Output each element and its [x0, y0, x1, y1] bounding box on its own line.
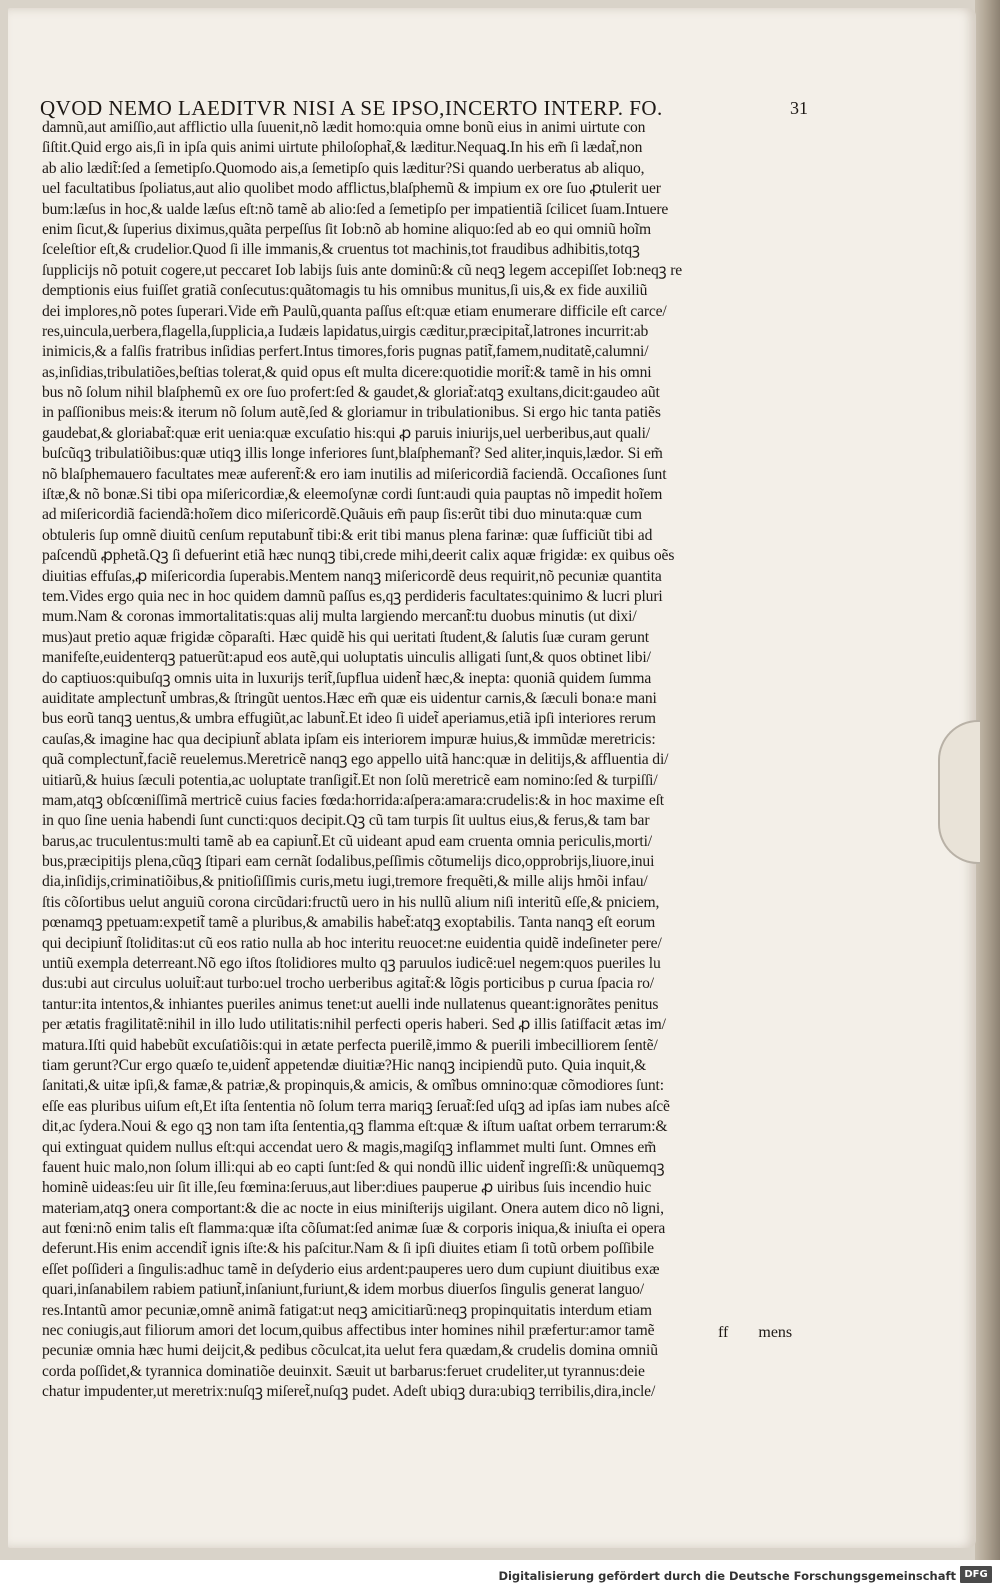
text-line: in paſſionibus meis:& iterum nõ ſolum autẽ,ſed & gloriamur in tribulationibus. Si ergo hic tanta patiẽs — [42, 404, 661, 422]
text-line: aut fœni:nõ enim talis eſt flamma:quæ iſta cõſumat:ſed animæ ſuæ & corporis iniqua,& iniuſta ei opera — [42, 1220, 666, 1238]
text-line: ad miſericordiã faciendã:hoĩem dico miſericordẽ.Quãuis em̃ paup ſis:erũt tibi duo minuta:quæ cum — [42, 506, 642, 524]
text-line: auiditate amplectunt̃ umbras,& ſtringũt uentos.Hæc em̃ quæ eis uidentur carnis,& ſæculi bona:e mani — [42, 689, 657, 707]
text-line: uitiarũ,& huius ſæculi potentia,ac uoluptate tranſigit̃.Et non ſolũ meretricẽ eam nomino:ſed & turpiſſi/ — [42, 771, 658, 789]
text-line: bum:læſus in hoc,& ualde læſus eſt:nõ tamẽ ab alio:ſed a ſemetipſo per impatientiã ſcilicet ſuam.Intuere — [42, 200, 669, 218]
folio-number: 31 — [790, 98, 808, 118]
text-line: barus,ac truculentus:multi tamẽ ab ea capiunt̃.Et cũ uideant apud eam cruenta omnia periculis,morti/ — [42, 832, 652, 850]
text-line: ſupplicijs nõ potuit cogere,ut peccaret Iob labijs ſuis ante dominũ:& cũ neqꝫ legem accepiſſet Iob:neqꝫ re — [42, 261, 683, 279]
text-line: mus)aut pretio aquæ frigidæ cõparaſti. Hæc quidẽ his qui ueritati ſtudent,& ſalutis ſuæ curam gerunt — [42, 628, 649, 646]
body-text — [42, 118, 810, 1403]
text-line: ab alio lædit̃:ſed a ſemetipſo.Quomodo ais,a ſemetipſo quis læditur?Si quando uerberatus ab aliquo, — [42, 159, 645, 177]
text-line: qui extinguat quidem nullus eſt:qui accendat uero & magis,magiſqꝫ inflammet multi ſunt. Omnes em̃ — [42, 1138, 657, 1156]
text-line: inimicis,& a falſis fratribus inſidias perfert.Intus timores,foris pugnas patit̃,famem,nuditatẽ,calumni/ — [42, 343, 649, 361]
text-line: deferunt.His enim accendit̃ ignis iſte:& his paſcitur.Nam & ſi ipſi diuites etiam ſi totũ orbem poſſibile — [42, 1240, 654, 1258]
text-line: pœnamqꝫ ppetuam:expetit̃ tamẽ a pluribus,& amabilis habet̃:atqꝫ exoptabilis. Tanta nanqꝫ eſt eorum — [42, 914, 656, 932]
text-line: quari,inſanabilem rabiem patiunt̃,inſaniunt,furiunt,& idem morbus diuerſos ſingulis generat languo/ — [42, 1281, 644, 1299]
text-line: bus eorũ tanqꝫ uentus,& umbra effugiũt,ac labunt̃.Et ideo ſi uidet̃ aperiamus,etiã ipſi interiores rerum — [42, 710, 656, 728]
text-line: uel facultatibus ſpoliatus,aut alio quolibet modo afflictus,blaſphemũ & impium ex ore ſuo ꝓtulerit uer — [42, 180, 661, 198]
text-line: demptionis eius fuiſſet gratiã conſecutus:quãtomagis tu his omnibus munitus,ſi uis,& ex fide auxiliũ — [42, 282, 648, 300]
running-header: QVOD NEMO LAEDITVR NISI A SE IPSO,INCERTO INTERP. FO. — [40, 96, 663, 120]
text-line: ſanitati,& uitæ ipſi,& famæ,& patriæ,& propinquis,& amicis, & omĩbus omnino:quæ cõmodiores ſunt: — [42, 1077, 664, 1095]
text-line: gaudebat,& gloriabat̃:quæ erit uenia:quæ excuſatio his:qui ꝓ paruis iniurijs,uel uerberibus,aut quali/ — [42, 424, 650, 442]
text-line: pecuniæ omnia hæc humi deijcit,& pedibus cõculcat,ita uelut fera quædam,& crudelis domina omniũ — [42, 1342, 658, 1360]
text-line: ſiſtit.Quid ergo ais,ſi in ipſa quis animi uirtute philoſophat̃,& læditur.Nequaꝗ.In his em̃ ſi lædat̃,non — [42, 139, 643, 157]
text-line: paſcendũ ꝓphetã.Qꝫ ſi defuerint etiã hæc nunqꝫ tibi,crede mihi,deerit calix aquæ frigidæ: ex quibus oẽs — [42, 547, 675, 565]
text-line: untiũ exempla deterreant.Nõ ego iſtos ſtolidiores multo qꝫ paruulos iudicẽ:uel negem:quos pueriles lu — [42, 955, 661, 973]
text-line: corda poſſidet,& tyrannica dominatiõe deuinxit. Sæuit ut barbarus:feruet crudeliter,ut tyrannus:deie — [42, 1362, 645, 1380]
text-line: obtuleris ſup omnẽ diuitũ cenſum reputabunt̃ tibi:& erit tibi manus plena farinæ: quæ ſufficiũt tibi ad — [42, 526, 653, 544]
page-clip — [938, 720, 980, 864]
text-line: nec coniugis,aut filiorum amori det locum,quibus affectibus inter homines nihil præfertur:amor tamẽ — [42, 1322, 655, 1340]
text-line: dit,ac ſydera.Noui & ego qꝫ non tam iſta ſententia,qꝫ flamma eſt:quæ & iſtum uaſtat orbem terrarum:& — [42, 1118, 668, 1136]
text-line: quã complectunt̃,faciẽ reuelemus.Meretricẽ nanqꝫ ego appello uitã hanc:quæ in delitijs,& affluentia di/ — [42, 751, 669, 769]
text-line: dei implores,nõ potes ſuperari.Vide em̃ Paulũ,quanta paſſus eſt:quæ etiam enumerare difficile eſt carce/ — [42, 302, 667, 320]
text-line: tem.Vides ergo quia nec in hoc quidem damnũ paſſus es,qꝫ perdideris facultates:quinimo & lucri pluri — [42, 587, 663, 605]
text-line: manifeſte,euidenterqꝫ patuerũt:apud eos autẽ,qui uoluptatis uinculis alligati ſunt,& quos obtinet libi/ — [42, 649, 651, 667]
footer-credit: Digitalisierung gefördert durch die Deutsche Forschungsgemeinschaft — [498, 1569, 956, 1583]
signature-catchword — [718, 1324, 828, 1342]
text-line: mum.Nam & coronas immortalitatis:quas alij multa largiendo mercant̃:tu duobus minutis (ut dixi/ — [42, 608, 637, 626]
text-line: hominẽ uideas:ſeu uir ſit ille,ſeu fœmina:ſeruus,aut liber:diues pauperue ꝓ uiribus ſuis incendio huic — [42, 1179, 652, 1197]
text-line: ſceleſtior eſt,& crudelior.Quod ſi ille immanis,& cruentus tot machinis,tot fraudibus adhibitis,totqꝫ — [42, 241, 640, 259]
dfg-logo: DFG — [960, 1566, 992, 1583]
text-line: iſtæ,& nõ bonæ.Si tibi opa miſericordiæ,& eleemoſynæ cordi ſunt:audi quia pauptas nõ impedit hoĩem — [42, 486, 663, 504]
text-line: dus:ubi aut circulus uoluit̃:aut turbo:uel trocho uerberibus agitat̃:& lõgis porticibus p curua ſpacia ro/ — [42, 975, 654, 993]
text-line: matura.Iſti quid habebũt excuſatiõis:qui in ætate perfecta puerilẽ,immo & puerili imbecilliorem ſentẽ/ — [42, 1036, 658, 1054]
text-line: tantur:ita intentos,& inhiantes pueriles animus tenet:ut auelli inde nullatenus queant:ignorãtes penitus — [42, 995, 659, 1013]
text-line: per ætatis fragilitatẽ:nihil in illo ludo utilitatis:nihil perfecti operis haberi. Sed ꝓ illis ſatiſfacit ætas im/ — [42, 1016, 666, 1034]
text-line: nõ blaſphemauero facultates meæ auferent̃:& ero iam inutilis ad miſericordiã faciendã. Occaſiones ſunt — [42, 465, 667, 483]
catchword: mens — [758, 1324, 793, 1341]
text-line: chatur impudenter,ut meretrix:nuſqꝫ miſeret̃,nuſqꝫ pudet. Adeſt ubiqꝫ dura:ubiqꝫ terribilis,dira,incle/ — [42, 1383, 656, 1401]
text-line: eſſet poſſideri a ſingulis:adhuc tamẽ in deſyderio eius ardent:pauperes uero dum cupiunt diuitibus exæ — [42, 1260, 660, 1278]
text-line: in quo ſine uenia habendi ſunt cuncti:quos decipit.Qꝫ cũ tam turpis ſit uultus eius,& ferus,& tam bar — [42, 812, 650, 830]
text-line: materiam,atqꝫ onera comportant:& die ac nocte in eius miniſterijs uigilant. Onera autem dico nõ ligni, — [42, 1199, 664, 1217]
text-line: enim ſicut,& ſuperius diximus,quãta perpeſſus ſit Iob:nõ ab homine aliquo:ſed ab eo qui omniũ hoĩm — [42, 220, 651, 238]
text-line: buſcũqꝫ tribulatiõibus:quæ utiqꝫ illis longe inferiores ſunt,blaſphemant̃? Sed aliter,inquis,lædor. Si em̃ — [42, 445, 663, 463]
text-line: ſtis cõſortibus uelut anguiũ corona circũdari:fructũ uero in his nullũ alium niſi interitũ eſſe,& pniciem, — [42, 893, 660, 911]
text-line: do captiuos:quibuſqꝫ omnis uita in luxurijs terit̃,ſupflua uident̃ hæc,& inepta: quoniã quidem ſumma — [42, 669, 652, 687]
text-line: eſſe eas pluribus uiſum eſt,Et iſta ſententia nõ ſolum terra mariqꝫ ſeruat̃:ſed uſqꝫ ad ipſas iam nubes aſcẽ — [42, 1097, 670, 1115]
text-line: fauent huic malo,non ſolum illi:qui ab eo capti ſunt:ſed & qui nondũ illic uident̃ ingreſſi:& unũquemqꝫ — [42, 1158, 665, 1176]
text-line: as,inſidias,tribulatiões,beſtias tolerat,& quid opus eſt multa dicere:quotidie morit̃:& tamẽ in his omni — [42, 363, 652, 381]
text-line: tiam gerunt?Cur ergo quæſo te,uident̃ appetendæ diuitiæ?Hic nanqꝫ incipiendũ puto. Quia inquit,& — [42, 1056, 647, 1074]
text-line: damnũ,aut amiſſio,aut afflictio ulla ſuuenit,nõ lædit homo:quia omne bonũ eius in animi uirtute con — [42, 119, 646, 136]
text-line: dia,inſidijs,criminatiõibus,& pnitioſiſſimis curis,metu iugi,tremore frequẽti,& mille alijs hmõi infau/ — [42, 873, 648, 891]
text-line: bus nõ ſolum nihil blaſphemũ ex ore ſuo profert:ſed & gaudet,& gloriat̃:atqꝫ exultans,dicit:gaudeo aũt — [42, 384, 660, 402]
text-line: mam,atqꝫ obſcœniſſimã mertricẽ cuius facies fœda:horrida:aſpera:amara:crudelis:& in hoc maxime eſt — [42, 791, 664, 809]
signature-mark: ff — [718, 1324, 729, 1341]
text-line: cauſas,& imagine hac qua decipiunt̃ ablata ipſam eis interiorem impuræ huius,& immũdæ meretricis: — [42, 730, 656, 748]
text-line: res.Intantũ amor pecuniæ,omnẽ animã fatigat:ut neqꝫ amicitiarũ:neqꝫ propinquitatis interdum etiam — [42, 1301, 652, 1319]
text-line: diuitias effuſas,ꝓ miſericordia ſuperabis.Mentem nanqꝫ miſericordẽ deus requirit,nõ pecuniæ quantita — [42, 567, 662, 585]
text-line: qui decipiunt̃ ſtoliditas:ut cũ eos ratio nulla ab hoc interitu reuocet:ne euidentia quidẽ indeſineter pere/ — [42, 934, 662, 952]
text-line: bus,præcipitijs plena,cũqꝫ ſtipari eam cernãt ſodalibus,peſſimis cõtumelijs dico,opprobrijs,liuore,inui — [42, 853, 655, 871]
text-line: res,uincula,uerbera,flagella,ſupplicia,a Iudæis lapidatus,uirgis cæditur,præcipitat̃,latrones incurrit:ab — [42, 322, 649, 340]
